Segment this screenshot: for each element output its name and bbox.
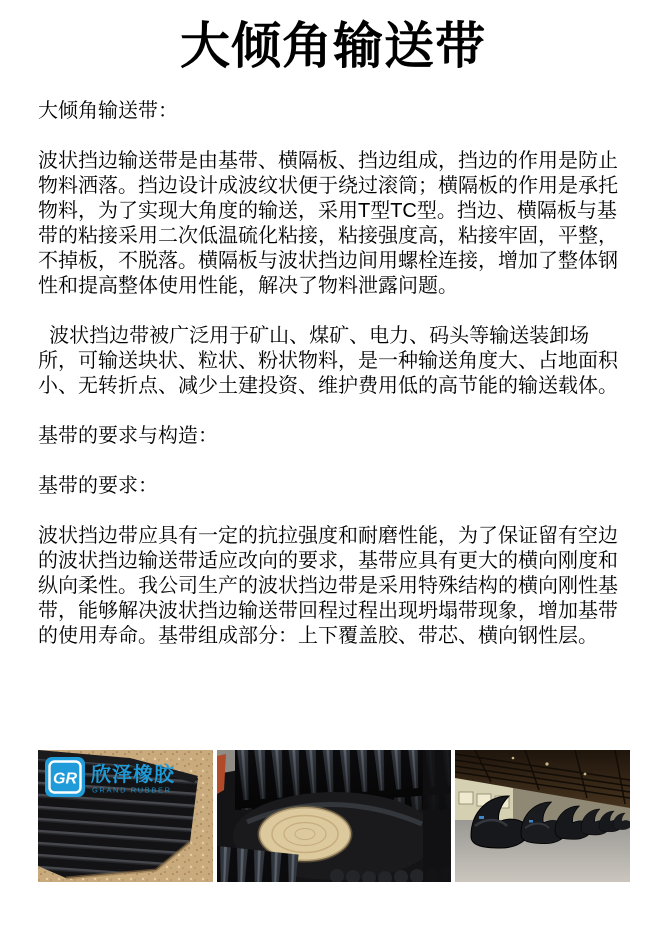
brand-name-cn: 欣泽橡胶 [91, 764, 175, 786]
page-title: 大倾角输送带 [180, 18, 486, 74]
product-photo-warehouse [455, 750, 630, 882]
paragraph-baseband-heading: 基带的要求与构造： [38, 425, 218, 447]
brand-monogram: GR [53, 770, 77, 788]
right-dark-band [423, 750, 451, 882]
brand-name-en: GRAND RUBBER [92, 785, 172, 795]
paragraph-baseband-requirement-heading: 基带的要求： [38, 475, 158, 497]
product-photo-sidewall-sheet [38, 750, 213, 882]
paragraph-baseband-detail: 波状挡边带应具有一定的抗拉强度和耐磨性能，为了保证留有空边的波状挡边输送带适应改向的要求，基带应具有更大的横向刚度和纵向柔性。我公司生产的波状挡边带是采用特殊结构的横向刚性基带，能够解决波状挡边输送带回程过程出现坍塌带现象，增加基带的使用寿命。基带组成部分：上下覆盖胶、带芯、横向钢性层。 [38, 525, 618, 647]
product-photo-row [38, 750, 630, 882]
blue-label-2 [529, 820, 533, 823]
paragraph-lead-label: 大倾角输送带： [38, 100, 178, 122]
article-body [38, 99, 628, 649]
paragraph-applications: 波状挡边带被广泛用于矿山、煤矿、电力、码头等输送装卸场所，可输送块状、粒状、粉状物料，是一种输送角度大、占地面积小、无转折点、减少土建投资、维护费用低的高节能的输送载体。 [38, 325, 618, 397]
blue-label-1 [479, 816, 484, 819]
product-photo-belt-loop [217, 750, 451, 882]
paragraph-structure: 波状挡边输送带是由基带、横隔板、挡边组成，挡边的作用是防止物料洒落。挡边设计成波纹状便于绕过滚筒；横隔板的作用是承托物料，为了实现大角度的输送，采用T型TC型。挡边、横隔板与基带的粘接采用二次低温硫化粘接，粘接强度高，粘接牢固，平整，不掉板，不脱落。横隔板与波状挡边间用螺栓连接，增加了整体钢性和提高整体使用性能，解决了物料泄露问题。 [38, 150, 618, 297]
